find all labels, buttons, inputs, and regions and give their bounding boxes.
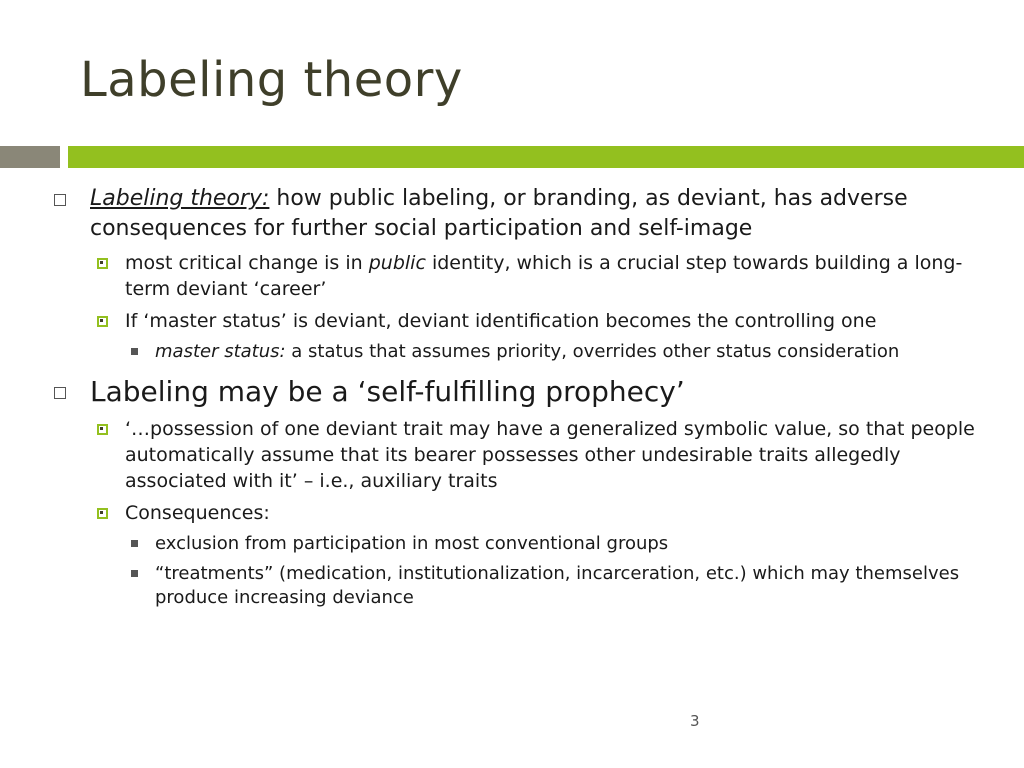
header-bar-green (68, 146, 1024, 168)
term-master-status: master status: (155, 341, 286, 362)
sub-sub-bullet-master-status-def: master status: a status that assumes priority, overrides other status consideration (0, 340, 1024, 364)
bullet-labeling-theory (0, 184, 1024, 244)
consequence-item: “treatments” (medication, institutionalization, incarceration, etc.) which may themselves produce increasing deviance (0, 562, 1024, 610)
header-bar-grey (0, 146, 60, 168)
page-number: 3 (690, 712, 700, 730)
green-square-bullet-icon (97, 258, 108, 269)
consequence-item: exclusion from participation in most conventional groups (0, 532, 1024, 556)
term-labeling-theory: Labeling theory: (90, 186, 270, 211)
green-square-bullet-icon (97, 508, 108, 519)
green-square-bullet-icon (97, 316, 108, 327)
hollow-square-bullet-icon (54, 387, 66, 399)
filled-square-bullet-icon (131, 540, 138, 547)
sub-bullet-master-status: If ‘master status’ is deviant, deviant identification becomes the controlling one (0, 308, 1024, 334)
emphasis-public: public (368, 252, 426, 274)
definition-text: how public labeling, or branding, as deviant, has adverse consequences for further social participation and self-image (90, 186, 908, 241)
sub-bullet-public-identity: most critical change is in public identity, which is a crucial step towards building a long-term deviant ‘career’ (0, 250, 1024, 302)
slide-title: Labeling theory (80, 52, 463, 108)
sub-bullet-consequences: Consequences: (0, 500, 1024, 526)
hollow-square-bullet-icon (54, 194, 66, 206)
sub-bullet-quote: ‘…possession of one deviant trait may have a generalized symbolic value, so that people automatically assume that its bearer possesses other undesirable traits allegedly associated with it’ – i.e., auxiliary traits (0, 416, 1024, 494)
filled-square-bullet-icon (131, 570, 138, 577)
green-square-bullet-icon (97, 424, 108, 435)
slide-content (0, 184, 1024, 610)
bullet-self-fulfilling-prophecy: Labeling may be a ‘self-fulfilling prophecy’ (0, 374, 1024, 410)
filled-square-bullet-icon (131, 348, 138, 355)
